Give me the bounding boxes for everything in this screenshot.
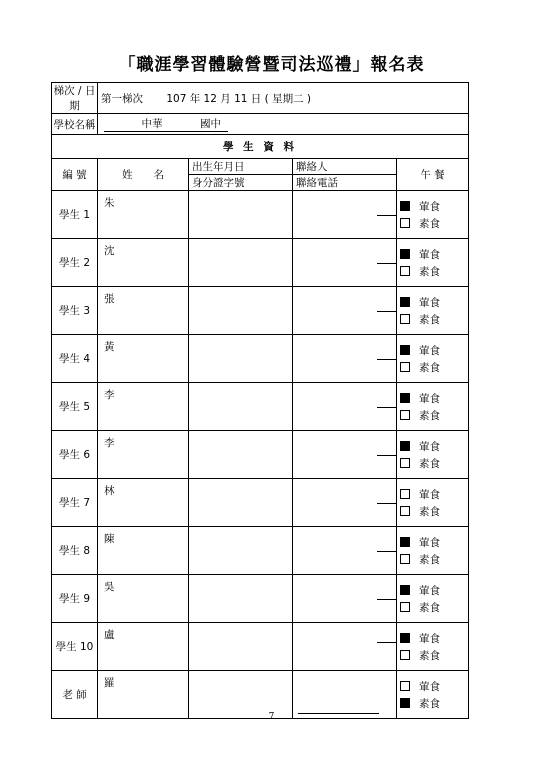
student-row bbox=[52, 287, 469, 335]
meat-label: 葷食 bbox=[419, 296, 440, 309]
meal-option-veg[interactable] bbox=[400, 311, 468, 328]
name-char: 林 bbox=[104, 485, 115, 497]
name-char: 盧 bbox=[104, 629, 115, 641]
header-idno: 身分證字號 bbox=[189, 175, 293, 191]
header-meal: 午 餐 bbox=[397, 159, 469, 191]
meat-label: 葷食 bbox=[419, 584, 440, 597]
name-cell bbox=[98, 239, 189, 287]
veg-checkbox[interactable] bbox=[400, 410, 410, 420]
student-row bbox=[52, 191, 469, 239]
veg-checkbox[interactable] bbox=[400, 218, 410, 228]
meat-checkbox[interactable] bbox=[400, 489, 410, 499]
name-char: 李 bbox=[104, 437, 115, 449]
student-row bbox=[52, 479, 469, 527]
meal-option-veg[interactable] bbox=[400, 263, 468, 280]
name-cell bbox=[98, 623, 189, 671]
meal-option-meat[interactable] bbox=[400, 390, 468, 407]
batch-date-cell bbox=[98, 83, 469, 114]
meal-option-veg[interactable] bbox=[400, 551, 468, 568]
meat-checkbox[interactable] bbox=[400, 537, 410, 547]
registration-table bbox=[51, 82, 469, 719]
veg-label: 素食 bbox=[419, 505, 440, 518]
birth-cell bbox=[189, 383, 293, 431]
contact-underline bbox=[377, 407, 397, 408]
meal-option-meat[interactable] bbox=[400, 438, 468, 455]
veg-label: 素食 bbox=[419, 457, 440, 470]
school-suffix: 國中 bbox=[200, 116, 228, 132]
meal-cell bbox=[397, 335, 469, 383]
veg-label: 素食 bbox=[419, 649, 440, 662]
birth-cell bbox=[189, 479, 293, 527]
meat-label: 葷食 bbox=[419, 248, 440, 261]
meal-option-meat[interactable] bbox=[400, 486, 468, 503]
row-id: 學生 8 bbox=[52, 527, 98, 575]
veg-checkbox[interactable] bbox=[400, 698, 410, 708]
meat-checkbox[interactable] bbox=[400, 633, 410, 643]
name-char: 黃 bbox=[104, 341, 115, 353]
form-title: 「職涯學習體驗營暨司法巡禮」報名表 bbox=[118, 55, 425, 75]
birth-cell bbox=[189, 527, 293, 575]
meal-cell bbox=[397, 239, 469, 287]
student-row bbox=[52, 383, 469, 431]
contact-underline bbox=[377, 263, 397, 264]
header-phone: 聯絡電話 bbox=[293, 175, 397, 191]
veg-checkbox[interactable] bbox=[400, 554, 410, 564]
meal-cell bbox=[397, 527, 469, 575]
veg-label: 素食 bbox=[419, 409, 440, 422]
name-cell bbox=[98, 575, 189, 623]
birth-cell bbox=[189, 191, 293, 239]
contact-underline bbox=[377, 215, 397, 216]
meat-checkbox[interactable] bbox=[400, 249, 410, 259]
contact-underline bbox=[377, 551, 397, 552]
batch-value: 第一梯次 bbox=[101, 92, 143, 105]
contact-cell bbox=[293, 623, 397, 671]
meat-label: 葷食 bbox=[419, 344, 440, 357]
veg-label: 素食 bbox=[419, 265, 440, 278]
batch-label: 梯次 / 日期 bbox=[52, 83, 98, 114]
school-name: 中華 bbox=[104, 116, 200, 132]
header-id: 編 號 bbox=[52, 159, 98, 191]
veg-checkbox[interactable] bbox=[400, 314, 410, 324]
date-value: 107 年 12 月 11 日 ( 星期二 ) bbox=[166, 92, 312, 105]
student-row bbox=[52, 431, 469, 479]
veg-label: 素食 bbox=[419, 313, 440, 326]
veg-label: 素食 bbox=[419, 553, 440, 566]
meat-label: 葷食 bbox=[419, 536, 440, 549]
meat-checkbox[interactable] bbox=[400, 297, 410, 307]
row-id: 學生 10 bbox=[52, 623, 98, 671]
meal-option-veg[interactable] bbox=[400, 503, 468, 520]
header-contact: 聯絡人 bbox=[293, 159, 397, 175]
birth-cell bbox=[189, 287, 293, 335]
header-birth: 出生年月日 bbox=[189, 159, 293, 175]
meal-cell bbox=[397, 479, 469, 527]
meal-option-veg[interactable] bbox=[400, 647, 468, 664]
meat-label: 葷食 bbox=[419, 680, 440, 693]
meal-option-meat[interactable] bbox=[400, 294, 468, 311]
row-id: 學生 2 bbox=[52, 239, 98, 287]
meat-label: 葷食 bbox=[419, 632, 440, 645]
veg-label: 素食 bbox=[419, 217, 440, 230]
meat-label: 葷食 bbox=[419, 488, 440, 501]
name-char: 朱 bbox=[104, 197, 115, 209]
student-row bbox=[52, 335, 469, 383]
name-cell bbox=[98, 431, 189, 479]
name-cell bbox=[98, 191, 189, 239]
birth-cell bbox=[189, 575, 293, 623]
name-cell bbox=[98, 527, 189, 575]
meal-cell bbox=[397, 575, 469, 623]
name-char: 陳 bbox=[104, 533, 115, 545]
row-id: 學生 3 bbox=[52, 287, 98, 335]
name-char: 李 bbox=[104, 389, 115, 401]
birth-cell bbox=[189, 431, 293, 479]
contact-underline bbox=[377, 359, 397, 360]
student-row bbox=[52, 527, 469, 575]
row-id: 學生 6 bbox=[52, 431, 98, 479]
contact-underline bbox=[377, 455, 397, 456]
name-cell bbox=[98, 479, 189, 527]
meal-option-veg[interactable] bbox=[400, 455, 468, 472]
row-id: 學生 7 bbox=[52, 479, 98, 527]
meal-option-veg[interactable] bbox=[400, 215, 468, 232]
meal-option-veg[interactable] bbox=[400, 359, 468, 376]
veg-checkbox[interactable] bbox=[400, 362, 410, 372]
meat-checkbox[interactable] bbox=[400, 201, 410, 211]
meal-option-veg[interactable] bbox=[400, 407, 468, 424]
veg-checkbox[interactable] bbox=[400, 458, 410, 468]
name-cell bbox=[98, 335, 189, 383]
contact-underline bbox=[377, 311, 397, 312]
name-char: 張 bbox=[104, 293, 115, 305]
name-cell bbox=[98, 287, 189, 335]
meat-checkbox[interactable] bbox=[400, 441, 410, 451]
contact-underline bbox=[377, 599, 397, 600]
meal-cell bbox=[397, 431, 469, 479]
meat-label: 葷食 bbox=[419, 392, 440, 405]
meat-checkbox[interactable] bbox=[400, 681, 410, 691]
veg-checkbox[interactable] bbox=[400, 266, 410, 276]
name-char: 吳 bbox=[104, 581, 115, 593]
meat-checkbox[interactable] bbox=[400, 585, 410, 595]
name-char: 羅 bbox=[104, 677, 115, 689]
meat-checkbox[interactable] bbox=[400, 393, 410, 403]
meat-checkbox[interactable] bbox=[400, 345, 410, 355]
veg-label: 素食 bbox=[419, 697, 440, 710]
row-id: 學生 4 bbox=[52, 335, 98, 383]
meal-cell bbox=[397, 191, 469, 239]
birth-cell bbox=[189, 623, 293, 671]
meat-label: 葷食 bbox=[419, 440, 440, 453]
meal-option-meat[interactable] bbox=[400, 582, 468, 599]
meal-option-meat[interactable] bbox=[400, 534, 468, 551]
veg-checkbox[interactable] bbox=[400, 650, 410, 660]
meal-option-meat[interactable] bbox=[400, 678, 468, 695]
birth-cell bbox=[189, 239, 293, 287]
page-number: 7 bbox=[268, 712, 275, 722]
meal-cell bbox=[397, 287, 469, 335]
contact-underline bbox=[377, 503, 397, 504]
school-cell bbox=[98, 114, 469, 135]
meal-option-veg[interactable] bbox=[400, 695, 468, 712]
meal-option-meat[interactable] bbox=[400, 198, 468, 215]
meal-option-meat[interactable] bbox=[400, 342, 468, 359]
meal-option-meat[interactable] bbox=[400, 630, 468, 647]
meat-label: 葷食 bbox=[419, 200, 440, 213]
name-char: 沈 bbox=[104, 245, 115, 257]
birth-cell bbox=[189, 335, 293, 383]
row-id: 學生 5 bbox=[52, 383, 98, 431]
veg-label: 素食 bbox=[419, 361, 440, 374]
school-label: 學校名稱 bbox=[52, 114, 98, 135]
veg-label: 素食 bbox=[419, 601, 440, 614]
row-id: 學生 1 bbox=[52, 191, 98, 239]
student-row bbox=[52, 575, 469, 623]
meal-option-meat[interactable] bbox=[400, 246, 468, 263]
row-id: 學生 9 bbox=[52, 575, 98, 623]
contact-underline bbox=[377, 642, 397, 643]
student-row bbox=[52, 623, 469, 671]
veg-checkbox[interactable] bbox=[400, 602, 410, 612]
meal-option-veg[interactable] bbox=[400, 599, 468, 616]
name-cell bbox=[98, 383, 189, 431]
section-title: 學 生 資 料 bbox=[52, 135, 469, 159]
veg-checkbox[interactable] bbox=[400, 506, 410, 516]
header-name: 姓 名 bbox=[98, 159, 189, 191]
student-row bbox=[52, 239, 469, 287]
row-id: 老 師 bbox=[52, 671, 98, 719]
meal-cell bbox=[397, 383, 469, 431]
meal-cell bbox=[397, 623, 469, 671]
